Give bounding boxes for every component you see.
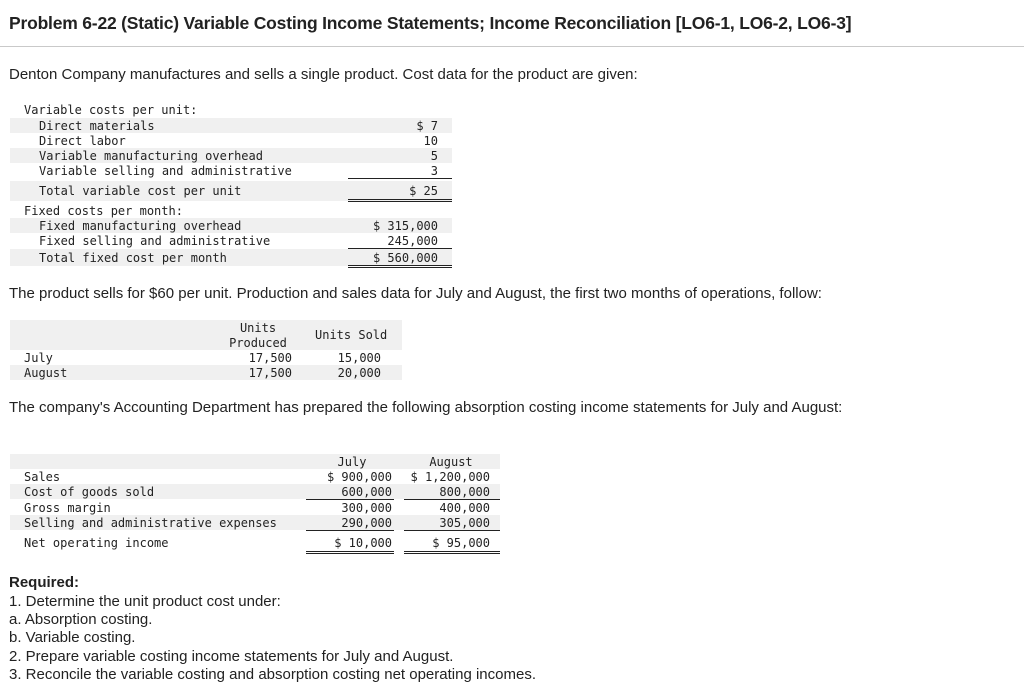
cost-value: $ 315,000 xyxy=(372,219,438,233)
total-variable-value: $ 25 xyxy=(409,184,438,198)
cost-value: 245,000 xyxy=(387,234,438,248)
accounting-paragraph: The company's Accounting Department has prepared the following absorption costing income statements for July and August: xyxy=(9,399,843,416)
required-item: 1. Determine the unit product cost under: xyxy=(9,593,281,610)
col-august: August xyxy=(429,455,473,469)
total-fixed-label: Total fixed cost per month xyxy=(39,251,227,265)
cost-value: 3 xyxy=(430,164,438,178)
income-label: Gross margin xyxy=(24,501,111,515)
subtotal-rule xyxy=(404,530,500,531)
month-label: July xyxy=(24,351,53,365)
cost-value: $ 7 xyxy=(416,119,438,133)
required-item: 3. Reconcile the variable costing and absorption costing net operating incomes. xyxy=(9,666,536,683)
total-double-rule xyxy=(306,551,394,554)
august-value: 400,000 xyxy=(439,501,490,515)
variable-costs-header: Variable costs per unit: xyxy=(24,103,198,117)
total-double-rule xyxy=(348,199,452,202)
cost-label: Direct materials xyxy=(39,119,155,133)
august-value: 800,000 xyxy=(439,485,490,499)
units-produced: 17,500 xyxy=(248,351,292,365)
col-sold: Units Sold xyxy=(315,328,388,342)
income-label: Net operating income xyxy=(24,536,169,550)
cost-label: Variable manufacturing overhead xyxy=(39,149,263,163)
fixed-costs-header: Fixed costs per month: xyxy=(24,204,183,218)
income-label: Selling and administrative expenses xyxy=(24,516,277,530)
income-label: Sales xyxy=(24,470,61,484)
july-value: 600,000 xyxy=(341,485,392,499)
subtotal-rule xyxy=(306,530,394,531)
col-produced-line1: Units xyxy=(239,321,277,335)
august-value: 305,000 xyxy=(439,516,490,530)
intro-paragraph: Denton Company manufactures and sells a single product. Cost data for the product are given: xyxy=(9,66,638,83)
problem-title: Problem 6-22 (Static) Variable Costing Income Statements; Income Reconciliation [LO6-1, LO6-2, LO6-3] xyxy=(9,13,852,33)
title-divider xyxy=(0,46,1024,47)
cost-value: 5 xyxy=(430,149,438,163)
subtotal-rule xyxy=(404,499,500,500)
july-value: $ 900,000 xyxy=(326,470,392,484)
required-item: b. Variable costing. xyxy=(9,629,136,646)
july-value: 290,000 xyxy=(341,516,392,530)
august-value: $ 95,000 xyxy=(432,536,490,550)
month-label: August xyxy=(24,366,68,380)
july-value: 300,000 xyxy=(341,501,392,515)
required-heading: Required: xyxy=(9,574,80,591)
total-fixed-value: $ 560,000 xyxy=(372,251,438,265)
subtotal-rule xyxy=(306,499,394,500)
total-double-rule xyxy=(348,265,452,268)
units-produced: 17,500 xyxy=(248,366,292,380)
col-produced-line2: Produced xyxy=(229,336,287,350)
cost-label: Variable selling and administrative xyxy=(39,164,292,178)
product-paragraph: The product sells for $60 per unit. Production and sales data for July and August, the first two months of operations, follow: xyxy=(9,285,822,302)
total-double-rule xyxy=(404,551,500,554)
subtotal-rule xyxy=(348,178,452,179)
income-label: Cost of goods sold xyxy=(24,485,155,499)
required-item: 2. Prepare variable costing income statements for July and August. xyxy=(9,648,454,665)
cost-label: Fixed selling and administrative xyxy=(39,234,271,248)
august-value: $ 1,200,000 xyxy=(410,470,490,484)
cost-label: Direct labor xyxy=(39,134,126,148)
units-sold: 15,000 xyxy=(337,351,381,365)
july-value: $ 10,000 xyxy=(334,536,392,550)
col-july: July xyxy=(337,455,367,469)
cost-label: Fixed manufacturing overhead xyxy=(39,219,242,233)
cost-value: 10 xyxy=(423,134,438,148)
total-variable-label: Total variable cost per unit xyxy=(39,184,242,198)
required-item: a. Absorption costing. xyxy=(9,611,153,628)
units-sold: 20,000 xyxy=(337,366,381,380)
